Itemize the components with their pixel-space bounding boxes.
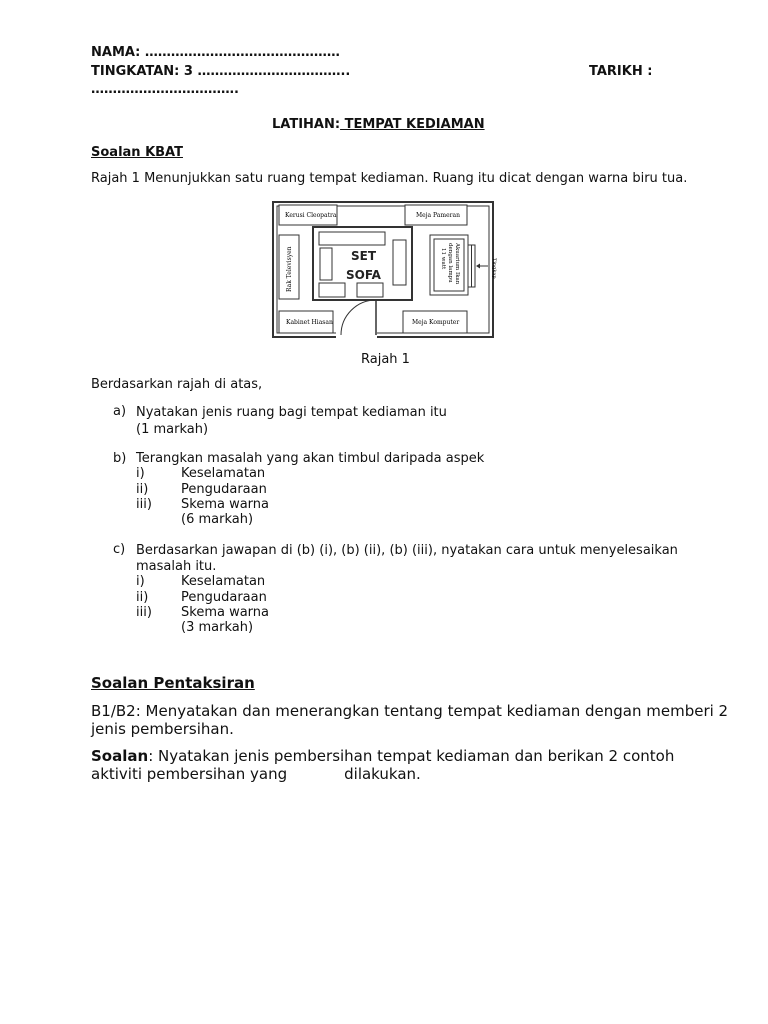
b1b2-line1: B1/B2: Menyatakan dan menerangkan tentang tempat kediaman dengan memberi 2 — [91, 702, 729, 720]
item-number: ii) — [136, 482, 149, 497]
tingkatan-line — [91, 64, 350, 79]
question-c-items — [136, 573, 269, 621]
floor-plan-figure — [272, 200, 498, 342]
item-label: Keselamatan — [181, 574, 266, 589]
akuarium-label-3: 11 watt — [440, 248, 446, 270]
soalan-line1 — [91, 747, 674, 765]
sofa-left — [320, 248, 332, 280]
rak-televisyen-label: Rak Televisyen — [286, 246, 293, 292]
soalan-line1-text: : Nyatakan jenis pembersihan tempat kediaman dan berikan 2 contoh — [148, 747, 675, 765]
tarikh-label: TARIKH : — [589, 64, 653, 79]
question-b-items — [136, 465, 269, 513]
question-a — [136, 404, 447, 438]
question-c-text — [136, 542, 678, 575]
soalan-line2 — [91, 765, 674, 783]
kerusi-cleopatra-label: Kerusi Cleopatra — [285, 212, 337, 219]
question-a-marks: (1 markah) — [136, 422, 209, 437]
b1b2-text — [91, 702, 728, 738]
question-b-marks: (6 markah) — [181, 512, 254, 527]
question-b-marker: b) — [113, 451, 127, 466]
list-item — [136, 604, 269, 621]
tarikh-field[interactable]: ……………………………. — [91, 82, 239, 97]
title-topic: TEMPAT KEDIAMAN — [340, 117, 485, 132]
set-label: SET — [351, 249, 377, 263]
question-c-marker: c) — [113, 542, 126, 557]
tingkap-label: Tingkap — [491, 258, 497, 279]
soalan-label: Soalan — [91, 747, 149, 765]
soalan-text — [91, 747, 674, 783]
kbat-heading: Soalan KBAT — [91, 145, 183, 160]
title-prefix: LATIHAN: — [272, 117, 341, 132]
sofa-right — [393, 240, 406, 285]
item-label: Pengudaraan — [181, 482, 267, 497]
list-item — [136, 573, 269, 590]
akuarium-label-1: Akuarium Ikan — [454, 243, 460, 285]
question-c-marks: (3 markah) — [181, 620, 254, 635]
tingkatan-label: TINGKATAN: 3 — [91, 64, 193, 79]
item-label: Skema warna — [181, 497, 269, 512]
question-a-marker: a) — [113, 404, 127, 419]
question-c-line2: masalah itu. — [136, 559, 217, 574]
sofa-bottom-left — [319, 283, 345, 297]
question-b-text: Terangkan masalah yang akan timbul daripada aspek — [136, 451, 485, 466]
b1b2-line2: jenis pembersihan. — [91, 720, 234, 738]
meja-komputer-label: Meja Komputer — [412, 319, 460, 326]
list-item — [136, 496, 269, 513]
sofa-top — [319, 232, 385, 245]
question-c-line1: Berdasarkan jawapan di (b) (i), (b) (ii), (b) (iii), nyatakan cara untuk menyelesaikan — [136, 543, 678, 558]
item-label: Keselamatan — [181, 466, 266, 481]
question-a-text: Nyatakan jenis ruang bagi tempat kediaman itu — [136, 405, 447, 420]
nama-line — [91, 45, 340, 60]
kabinet-hiasan-label: Kabinet Hiasan — [286, 319, 333, 326]
sofa-label: SOFA — [346, 268, 381, 282]
soalan-line2b: dilakukan. — [344, 765, 421, 783]
tingkatan-field[interactable]: …………………………….. — [197, 64, 351, 79]
item-number: iii) — [136, 605, 152, 620]
door-gap — [336, 331, 377, 339]
sofa-bottom-right — [357, 283, 383, 297]
item-number: ii) — [136, 590, 149, 605]
item-label: Pengudaraan — [181, 590, 267, 605]
nama-label: NAMA: — [91, 45, 141, 60]
item-label: Skema warna — [181, 605, 269, 620]
item-number: i) — [136, 466, 145, 481]
meja-pameran-label: Meja Pameran — [416, 212, 460, 219]
page-title — [272, 117, 485, 132]
item-number: iii) — [136, 497, 152, 512]
akuarium-label-2: dengan lampu — [447, 243, 453, 283]
pentaksiran-heading: Soalan Pentaksiran — [91, 674, 255, 692]
kbat-intro: Rajah 1 Menunjukkan satu ruang tempat kediaman. Ruang itu dicat dengan warna biru tua. — [91, 171, 688, 186]
nama-field[interactable]: ……………………………………… — [144, 45, 340, 60]
soalan-line2a: aktiviti pembersihan yang — [91, 765, 288, 783]
list-item — [136, 465, 269, 482]
figure-caption: Rajah 1 — [361, 352, 410, 367]
item-number: i) — [136, 574, 145, 589]
prompt-text: Berdasarkan rajah di atas, — [91, 377, 263, 392]
